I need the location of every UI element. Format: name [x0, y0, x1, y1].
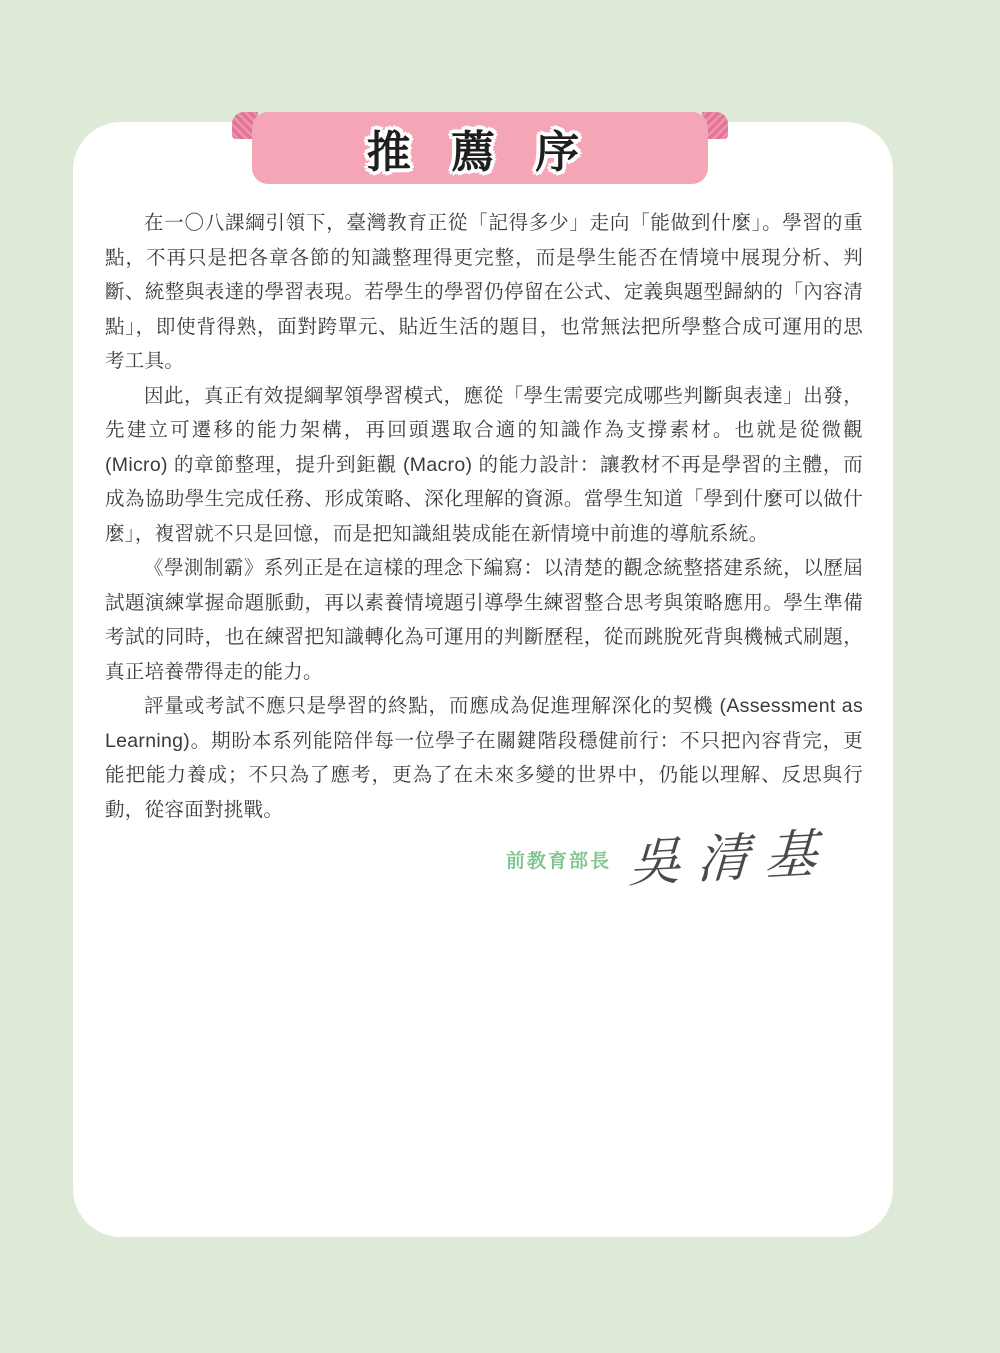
signature-block: [105, 824, 863, 894]
signature-role-label: 前教育部長: [505, 850, 611, 872]
preface-paragraph-1: 在一〇八課綱引領下，臺灣教育正從「記得多少」走向「能做到什麼」。學習的重點，不再只是把各章各節的知識整理得更完整，而是學生能否在情境中展現分析、判斷、統整與表達的學習表現。若學生的學習仍停留在公式、定義與題型歸納的「內容清點」，即使背得熟，面對跨單元、貼近生活的題目，也常無法把所學整合成可運用的思考工具。: [105, 212, 863, 372]
preface-body: [73, 122, 893, 894]
title-ribbon: [232, 112, 728, 184]
preface-paragraph-4: 評量或考試不應只是學習的終點，而應成為促進理解深化的契機 (Assessment as Learning)。期盼本系列能陪伴每一位學子在關鍵階段穩健前行：不只把內容背完，更能把能力養成；不只為了應考，更為了在未來多變的世界中，仍能以理解、反思與行動，從容面對挑戰。: [105, 695, 863, 821]
preface-paragraph-2: 因此，真正有效提綱挈領學習模式，應從「學生需要完成哪些判斷與表達」出發，先建立可遷移的能力架構，再回頭選取合適的知識作為支撐素材。也就是從微觀 (Micro) 的章節整理，提升到鉅觀 (Macro) 的能力設計：讓教材不再是學習的主體，而成為協助學生完成任務、形成策略、深化理解的資源。當學生知道「學到什麼可以做什麼」，複習就不只是回憶，而是把知識組裝成能在新情境中前進的導航系統。: [105, 384, 863, 545]
page-title: 推 薦 序: [366, 128, 594, 177]
signature-name: 吳清基: [627, 824, 835, 894]
preface-paragraph-3: 《學測制霸》系列正是在這樣的理念下編寫：以清楚的觀念統整搭建系統，以歷屆試題演練掌握命題脈動，再以素養情境題引導學生練習整合思考與策略應用。學生準備考試的同時，也在練習把知識轉化為可運用的判斷歷程，從而跳脫死背與機械式刷題，真正培養帶得走的能力。: [105, 557, 863, 683]
title-banner: [252, 112, 708, 184]
